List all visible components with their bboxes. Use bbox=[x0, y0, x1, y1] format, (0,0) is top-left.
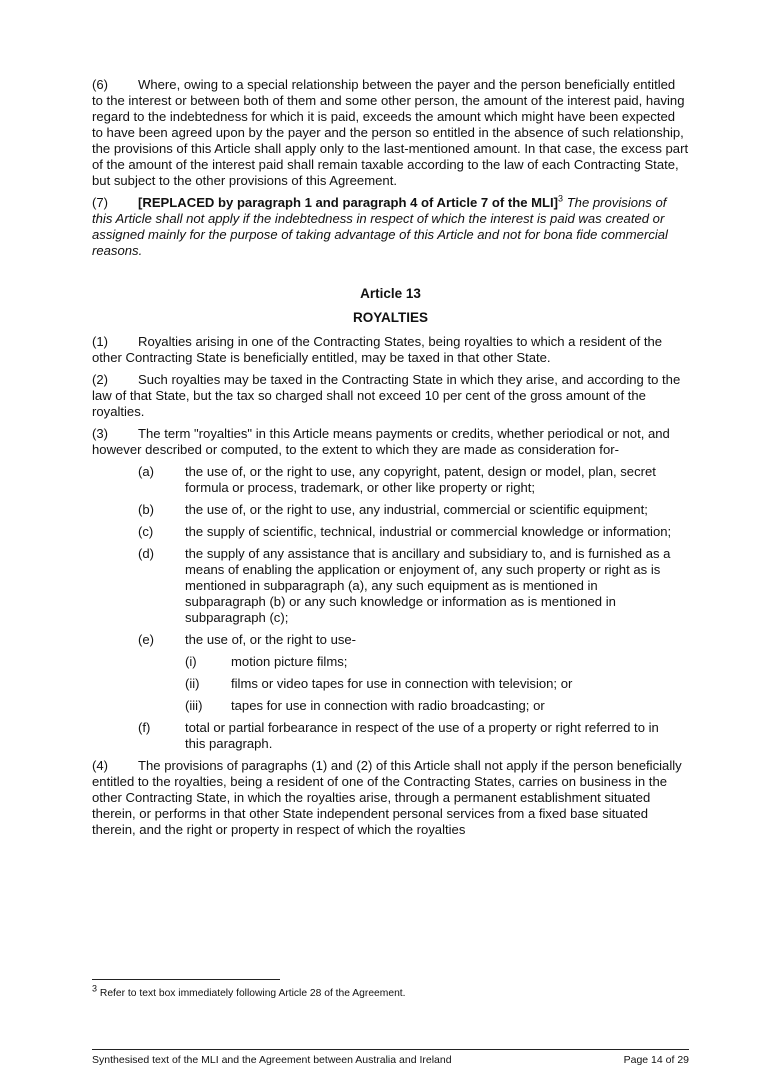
paragraph-text: Where, owing to a special relationship between the payer and the person beneficially entitled to the interest or between both of them and some other person, the amount of the interest paid, having regard to the indebtedness for which it is paid, exceeds the amount which might have been expected to have been agreed upon by the payer and the person so entitled in the absence of such relationship, the provisions of this Article shall apply only to the last-mentioned amount. In that case, the excess part of the amount of the interest paid shall remain taxable according to the law of each Contracting State, but subject to the other provisions of this Agreement. bbox=[92, 77, 689, 188]
subparagraph-label: (f) bbox=[138, 720, 151, 735]
footnote-reference[interactable]: 3 bbox=[558, 193, 564, 204]
footer-document-title: Synthesised text of the MLI and the Agreement between Australia and Ireland bbox=[92, 1054, 452, 1066]
footnote-text: Refer to text box immediately following Article 28 of the Agreement. bbox=[99, 988, 406, 999]
struck-provision-text: The provisions of this Article shall not apply if the indebtedness in respect of which the interest is paid was created or assigned mainly for the purpose of taking advantage of this Article and not for bona fide commercial reasons. bbox=[92, 195, 668, 258]
subparagraph-text: the supply of scientific, technical, industrial or commercial knowledge or information; bbox=[185, 524, 672, 539]
article-number: Article 13 bbox=[360, 286, 421, 301]
paragraph-number: (4) bbox=[92, 758, 109, 773]
subparagraph-d bbox=[92, 546, 689, 626]
subparagraph-f bbox=[92, 720, 689, 752]
paragraph-7 bbox=[92, 195, 689, 259]
paragraph-text: Such royalties may be taxed in the Contracting State in which they arise, and according to the law of that State, but the tax so charged shall not exceed 10 per cent of the gross amount of the royalties. bbox=[92, 372, 681, 419]
sub-subparagraph-label: (iii) bbox=[185, 698, 203, 713]
subparagraph-e bbox=[92, 632, 689, 648]
paragraph-text: The term "royalties" in this Article means payments or credits, whether periodical or not, and however described or computed, to the extent to which they are made as consideration for- bbox=[92, 426, 670, 457]
subparagraph-label: (d) bbox=[138, 546, 155, 561]
sub-subparagraph-label: (i) bbox=[185, 654, 197, 669]
subparagraph-label: (e) bbox=[138, 632, 155, 647]
sub-subparagraph-label: (ii) bbox=[185, 676, 200, 691]
sub-subparagraph-iii bbox=[92, 698, 689, 714]
subparagraph-label: (a) bbox=[138, 464, 155, 479]
page-footer bbox=[92, 1054, 689, 1066]
subparagraph-text: total or partial forbearance in respect of the use of a property or right referred to in this paragraph. bbox=[185, 720, 659, 751]
paragraph-number: (6) bbox=[92, 77, 109, 92]
footnote bbox=[92, 983, 406, 1000]
paragraph-number: (1) bbox=[92, 334, 109, 349]
footnote-marker: 3 bbox=[92, 983, 98, 994]
article-title: ROYALTIES bbox=[352, 310, 428, 325]
sub-subparagraph-text: tapes for use in connection with radio broadcasting; or bbox=[231, 698, 545, 713]
paragraph-2 bbox=[92, 372, 689, 420]
sub-subparagraph-text: films or video tapes for use in connection with television; or bbox=[231, 676, 573, 691]
subparagraph-label: (b) bbox=[138, 502, 155, 517]
paragraph-number: (2) bbox=[92, 372, 109, 387]
sub-subparagraph-ii bbox=[92, 676, 689, 692]
paragraph-text: The provisions of paragraphs (1) and (2) of this Article shall not apply if the person beneficially entitled to the royalties, being a resident of one of the Contracting States, carries on business in the other Contracting State, in which the royalties arise, through a permanent establishment situated therein, or performs in that other State independent personal services from a fixed base situated therein, and the right or property in respect of which the royalties bbox=[92, 758, 682, 837]
page-number: Page 14 of 29 bbox=[623, 1054, 689, 1066]
subparagraph-c bbox=[92, 524, 689, 540]
sub-subparagraph-text: motion picture films; bbox=[231, 654, 348, 669]
paragraph-4 bbox=[92, 758, 689, 838]
footnote-separator bbox=[92, 979, 280, 980]
subparagraph-a bbox=[92, 464, 689, 496]
paragraph-number: (3) bbox=[92, 426, 109, 441]
subparagraph-text: the use of, or the right to use, any copyright, patent, design or model, plan, secret formula or process, trademark, or other like property or right; bbox=[185, 464, 656, 495]
subparagraph-text: the supply of any assistance that is ancillary and subsidiary to, and is furnished as a means of enabling the application or enjoyment of, any such property or right as is mentioned in subparagraph (a), any such equipment as is mentioned in subparagraph (b) or any such knowledge or information as is mentioned in subparagraph (c); bbox=[185, 546, 671, 625]
subparagraph-text: the use of, or the right to use, any industrial, commercial or scientific equipment; bbox=[185, 502, 648, 517]
replaced-notice: [REPLACED by paragraph 1 and paragraph 4 of Article 7 of the MLI] bbox=[138, 195, 559, 210]
paragraph-1 bbox=[92, 334, 689, 366]
paragraph-6 bbox=[92, 77, 689, 189]
paragraph-number: (7) bbox=[92, 195, 109, 210]
subparagraph-text: the use of, or the right to use- bbox=[185, 632, 357, 647]
paragraph-text: Royalties arising in one of the Contracting States, being royalties to which a resident of the other Contracting State is beneficially entitled, may be taxed in that other State. bbox=[92, 334, 663, 365]
footer-separator bbox=[92, 1049, 689, 1050]
paragraph-3 bbox=[92, 426, 689, 458]
sub-subparagraph-i bbox=[92, 654, 689, 670]
subparagraph-b bbox=[92, 502, 689, 518]
subparagraph-label: (c) bbox=[138, 524, 154, 539]
